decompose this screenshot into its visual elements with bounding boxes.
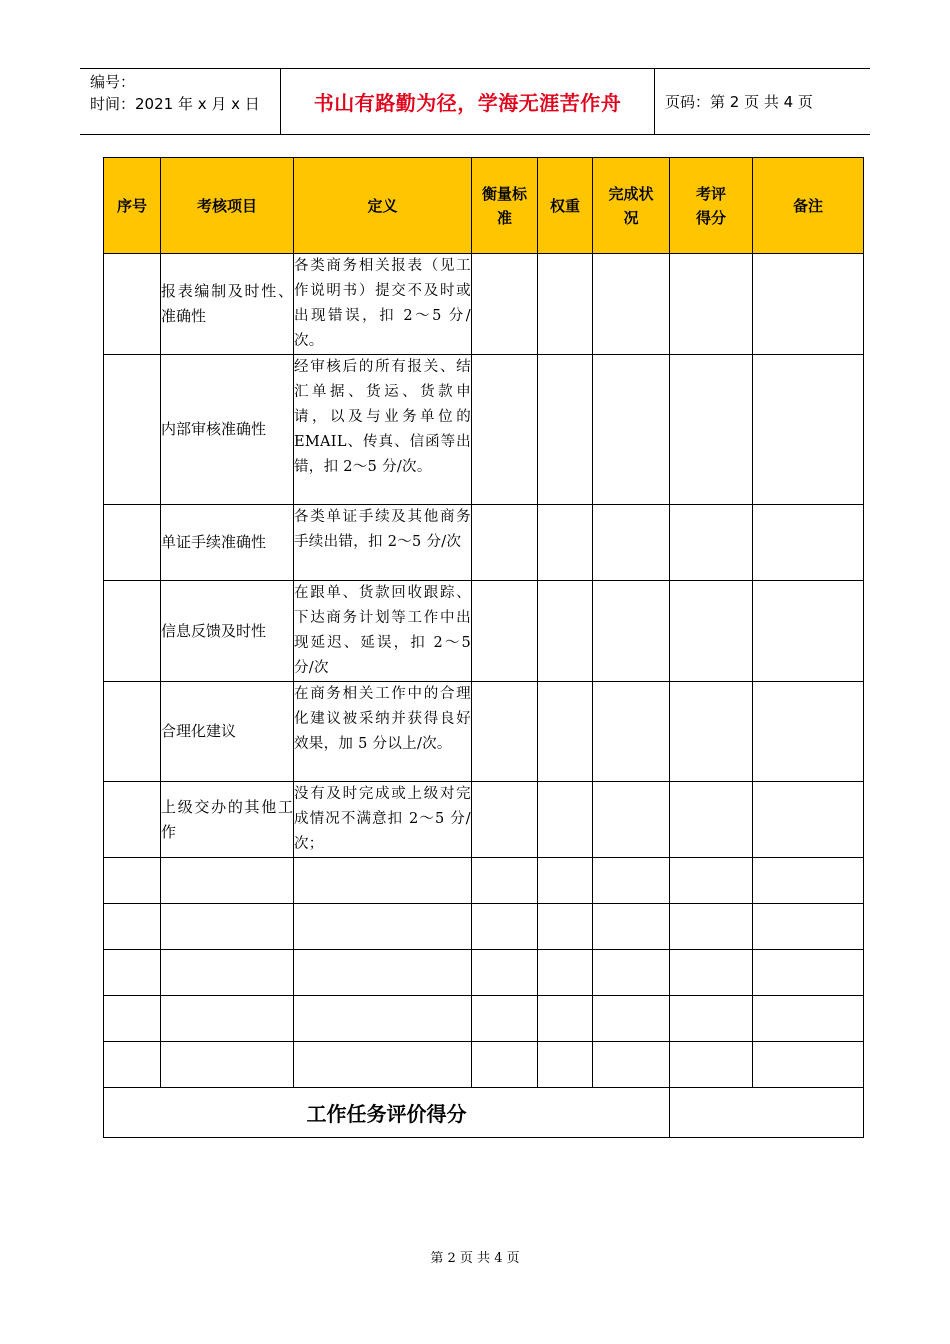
- cell-score: [670, 782, 753, 858]
- table-row: [104, 254, 864, 355]
- cell-definition: 没有及时完成或上级对完成情况不满意扣 2～5 分/次；: [294, 782, 472, 858]
- cell-score: [670, 254, 753, 355]
- col-header-definition: 定义: [294, 158, 472, 254]
- cell-standard: [472, 581, 538, 682]
- cell-weight: [538, 254, 593, 355]
- total-row: [104, 1088, 864, 1138]
- cell-score: [670, 355, 753, 505]
- cell-item: 单证手续准确性: [161, 505, 294, 581]
- cell-remark: [753, 355, 864, 505]
- assessment-table: [103, 157, 864, 1138]
- cell-status: [593, 254, 670, 355]
- cell-remark: [753, 581, 864, 682]
- header-motto: 书山有路勤为径，学海无涯苦作舟: [281, 69, 655, 134]
- cell-score: [670, 682, 753, 782]
- col-header-standard: 衡量标准: [472, 158, 538, 254]
- cell-definition: 在商务相关工作中的合理化建议被采纳并获得良好效果，加 5 分以上/次。: [294, 682, 472, 782]
- col-header-remark: 备注: [753, 158, 864, 254]
- cell-remark: [753, 254, 864, 355]
- cell-status: [593, 782, 670, 858]
- cell-no: [104, 254, 161, 355]
- time-label: 时间：2021 年 x 月 x 日: [90, 95, 260, 113]
- cell-weight: [538, 682, 593, 782]
- cell-status: [593, 682, 670, 782]
- cell-remark: [753, 505, 864, 581]
- cell-standard: [472, 782, 538, 858]
- col-header-no: 序号: [104, 158, 161, 254]
- cell-no: [104, 782, 161, 858]
- cell-item: 信息反馈及时性: [161, 581, 294, 682]
- empty-row: [104, 858, 864, 904]
- page-footer: 第 2 页 共 4 页: [430, 1251, 520, 1266]
- cell-status: [593, 581, 670, 682]
- cell-weight: [538, 782, 593, 858]
- table-row: [104, 505, 864, 581]
- cell-item: 合理化建议: [161, 682, 294, 782]
- cell-standard: [472, 355, 538, 505]
- document-header: [80, 68, 870, 135]
- cell-item: 内部审核准确性: [161, 355, 294, 505]
- header-page-info: 页码：第 2 页 共 4 页: [665, 93, 813, 111]
- table-row: [104, 682, 864, 782]
- cell-no: [104, 581, 161, 682]
- empty-row: [104, 904, 864, 950]
- cell-standard: [472, 505, 538, 581]
- number-label: 编号：: [90, 73, 136, 91]
- header-meta: [80, 69, 281, 134]
- total-label: 工作任务评价得分: [104, 1088, 670, 1138]
- empty-row: [104, 996, 864, 1042]
- col-header-score: 考评得分: [670, 158, 753, 254]
- cell-item: 上级交办的其他工作: [161, 782, 294, 858]
- cell-weight: [538, 581, 593, 682]
- table-header-row: [104, 158, 864, 254]
- cell-status: [593, 355, 670, 505]
- cell-weight: [538, 355, 593, 505]
- cell-score: [670, 581, 753, 682]
- cell-weight: [538, 505, 593, 581]
- cell-no: [104, 355, 161, 505]
- cell-standard: [472, 682, 538, 782]
- cell-definition: 经审核后的所有报关、结汇单据、货运、货款申请，以及与业务单位的 EMAIL、传真、信函等出错，扣 2～5 分/次。: [294, 355, 472, 505]
- cell-definition: 各类商务相关报表（见工作说明书）提交不及时或出现错误，扣 2～5 分/次。: [294, 254, 472, 355]
- cell-remark: [753, 682, 864, 782]
- cell-item: 报表编制及时性、准确性: [161, 254, 294, 355]
- cell-remark: [753, 782, 864, 858]
- total-score-cell: [670, 1088, 864, 1138]
- col-header-weight: 权重: [538, 158, 593, 254]
- cell-no: [104, 505, 161, 581]
- cell-score: [670, 505, 753, 581]
- empty-row: [104, 950, 864, 996]
- cell-standard: [472, 254, 538, 355]
- table-row: [104, 581, 864, 682]
- cell-no: [104, 682, 161, 782]
- empty-row: [104, 1042, 864, 1088]
- cell-definition: 在跟单、货款回收跟踪、下达商务计划等工作中出现延迟、延误，扣 2～5 分/次: [294, 581, 472, 682]
- cell-definition: 各类单证手续及其他商务手续出错，扣 2～5 分/次: [294, 505, 472, 581]
- table-row: [104, 782, 864, 858]
- table-row: [104, 355, 864, 505]
- col-header-item: 考核项目: [161, 158, 294, 254]
- col-header-status: 完成状况: [593, 158, 670, 254]
- cell-status: [593, 505, 670, 581]
